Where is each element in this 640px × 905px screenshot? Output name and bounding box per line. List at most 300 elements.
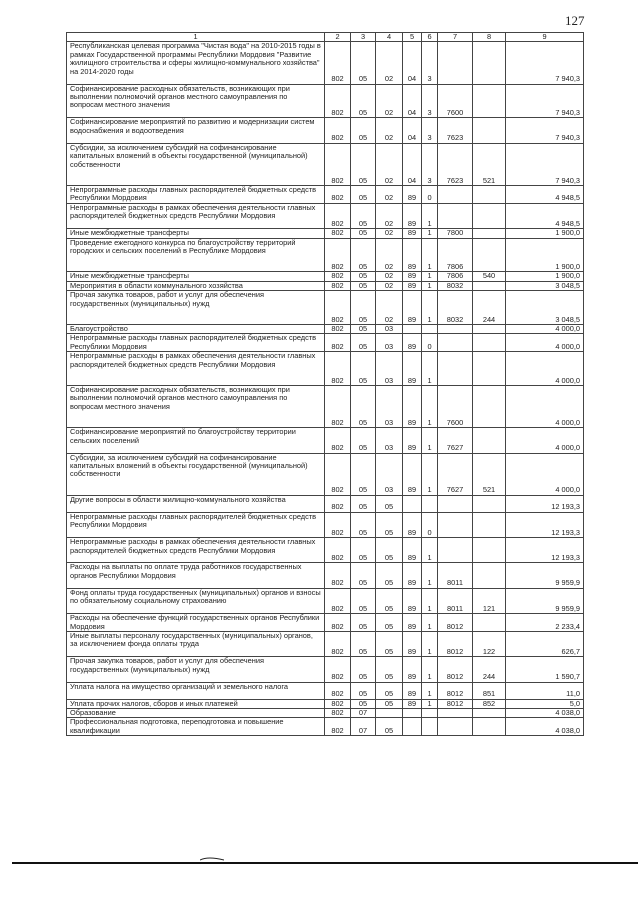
row-description: Софинансирование мероприятий по развитию и модернизации систем водоснабжения и водоотведения <box>67 118 325 143</box>
table-row <box>67 291 584 325</box>
row-code-col-2: 802 <box>325 588 351 613</box>
table-row <box>67 657 584 682</box>
row-code-col-3: 05 <box>351 325 376 334</box>
row-code-col-2: 802 <box>325 143 351 185</box>
row-code-col-4 <box>376 708 403 717</box>
row-code-col-9: 626,7 <box>506 631 584 656</box>
row-code-col-9: 1 900,0 <box>506 272 584 281</box>
row-code-col-5: 89 <box>403 453 422 495</box>
table-row <box>67 281 584 290</box>
table-row <box>67 682 584 699</box>
page-bottom-rule <box>12 862 638 864</box>
row-description: Фонд оплаты труда государственных (муниципальных) органов и взносы по обязательному социальному страхованию <box>67 588 325 613</box>
column-header-3: 3 <box>351 33 376 42</box>
row-code-col-7 <box>438 495 473 512</box>
row-code-col-6: 0 <box>422 334 438 352</box>
row-code-col-8 <box>473 428 506 453</box>
row-code-col-9: 9 959,9 <box>506 563 584 588</box>
row-code-col-5: 89 <box>403 386 422 428</box>
row-code-col-5: 89 <box>403 657 422 682</box>
row-code-col-7 <box>438 538 473 563</box>
table-row <box>67 699 584 708</box>
row-description: Непрограммные расходы главных распорядителей бюджетных средств Республики Мордовия <box>67 186 325 204</box>
row-code-col-7: 8012 <box>438 614 473 632</box>
row-code-col-5: 89 <box>403 631 422 656</box>
row-code-col-2: 802 <box>325 718 351 736</box>
row-code-col-3: 05 <box>351 84 376 118</box>
row-code-col-3: 07 <box>351 708 376 717</box>
row-code-col-9: 12 193,3 <box>506 495 584 512</box>
row-code-col-6 <box>422 708 438 717</box>
row-code-col-8: 244 <box>473 291 506 325</box>
row-code-col-3: 05 <box>351 118 376 143</box>
row-description: Непрограммные расходы в рамках обеспечения деятельности главных распорядителей бюджетных средств Республики Мордовия <box>67 538 325 563</box>
row-code-col-4: 05 <box>376 588 403 613</box>
row-code-col-8 <box>473 186 506 204</box>
row-code-col-2: 802 <box>325 495 351 512</box>
row-code-col-8 <box>473 352 506 386</box>
row-code-col-5: 89 <box>403 186 422 204</box>
row-code-col-7: 8012 <box>438 657 473 682</box>
row-code-col-6: 1 <box>422 614 438 632</box>
row-code-col-2: 802 <box>325 325 351 334</box>
table-row <box>67 325 584 334</box>
row-description: Проведение ежегодного конкурса по благоустройству территорий городских и сельских поселений в Республике Мордовия <box>67 238 325 272</box>
table-row <box>67 631 584 656</box>
row-code-col-4: 03 <box>376 352 403 386</box>
row-code-col-9: 2 233,4 <box>506 614 584 632</box>
row-code-col-4: 02 <box>376 143 403 185</box>
row-code-col-8 <box>473 538 506 563</box>
row-code-col-7 <box>438 512 473 537</box>
row-description: Расходы на обеспечение функций государственных органов Республики Мордовия <box>67 614 325 632</box>
table-body <box>67 42 584 736</box>
row-code-col-4: 02 <box>376 118 403 143</box>
row-code-col-7 <box>438 352 473 386</box>
row-code-col-2: 802 <box>325 229 351 238</box>
row-description: Непрограммные расходы в рамках обеспечения деятельности главных распорядителей бюджетных средств Республики Мордовия <box>67 352 325 386</box>
row-code-col-6: 1 <box>422 563 438 588</box>
row-code-col-2: 802 <box>325 538 351 563</box>
row-code-col-9: 12 193,3 <box>506 538 584 563</box>
row-code-col-8 <box>473 708 506 717</box>
column-header-5: 5 <box>403 33 422 42</box>
row-code-col-4: 03 <box>376 453 403 495</box>
row-code-col-2: 802 <box>325 682 351 699</box>
row-code-col-9: 4 000,0 <box>506 386 584 428</box>
row-description: Республиканская целевая программа "Чистая вода" на 2010-2015 годы в рамках Государственной программы Республики Мордовия "Развитие жилищного строительства и сферы жилищно-коммунального хозяйства" на 2014-2020 годы <box>67 42 325 84</box>
column-header-4: 4 <box>376 33 403 42</box>
row-code-col-9: 11,0 <box>506 682 584 699</box>
row-description: Софинансирование расходных обязательств, возникающих при выполнении полномочий органов местного самоуправления по вопросам местного значения <box>67 386 325 428</box>
row-code-col-6 <box>422 325 438 334</box>
row-code-col-5 <box>403 718 422 736</box>
row-description: Прочая закупка товаров, работ и услуг для обеспечения государственных (муниципальных) нужд <box>67 657 325 682</box>
row-code-col-9: 4 038,0 <box>506 708 584 717</box>
row-code-col-7: 8012 <box>438 631 473 656</box>
column-header-1: 1 <box>67 33 325 42</box>
row-code-col-8 <box>473 118 506 143</box>
row-code-col-5: 89 <box>403 588 422 613</box>
row-code-col-2: 802 <box>325 631 351 656</box>
row-code-col-7: 7806 <box>438 238 473 272</box>
row-code-col-2: 802 <box>325 118 351 143</box>
row-code-col-3: 05 <box>351 42 376 84</box>
row-code-col-2: 802 <box>325 203 351 228</box>
table-row <box>67 614 584 632</box>
row-code-col-7: 8012 <box>438 682 473 699</box>
row-code-col-6: 1 <box>422 272 438 281</box>
row-code-col-3: 07 <box>351 718 376 736</box>
table-row <box>67 352 584 386</box>
row-code-col-8 <box>473 334 506 352</box>
row-code-col-8 <box>473 386 506 428</box>
row-code-col-6: 1 <box>422 588 438 613</box>
column-header-6: 6 <box>422 33 438 42</box>
row-code-col-6: 3 <box>422 143 438 185</box>
table-row <box>67 238 584 272</box>
row-code-col-6: 1 <box>422 699 438 708</box>
row-code-col-6: 1 <box>422 238 438 272</box>
row-code-col-3: 05 <box>351 143 376 185</box>
row-code-col-8 <box>473 203 506 228</box>
row-code-col-5: 89 <box>403 614 422 632</box>
table-row <box>67 203 584 228</box>
row-code-col-9: 1 900,0 <box>506 229 584 238</box>
row-description: Образование <box>67 708 325 717</box>
row-code-col-5: 89 <box>403 512 422 537</box>
row-description: Профессиональная подготовка, переподготовка и повышение квалификации <box>67 718 325 736</box>
row-code-col-7 <box>438 718 473 736</box>
row-code-col-2: 802 <box>325 657 351 682</box>
row-code-col-4: 05 <box>376 657 403 682</box>
row-code-col-4: 02 <box>376 42 403 84</box>
row-code-col-3: 05 <box>351 229 376 238</box>
row-code-col-4: 05 <box>376 495 403 512</box>
row-code-col-7 <box>438 334 473 352</box>
row-code-col-6: 1 <box>422 229 438 238</box>
row-code-col-4: 03 <box>376 325 403 334</box>
budget-table <box>66 32 584 736</box>
row-code-col-5: 89 <box>403 281 422 290</box>
row-code-col-7: 8032 <box>438 291 473 325</box>
row-description: Иные межбюджетные трансферты <box>67 272 325 281</box>
row-code-col-4: 03 <box>376 428 403 453</box>
row-code-col-9: 4 038,0 <box>506 718 584 736</box>
table-row <box>67 563 584 588</box>
row-code-col-7 <box>438 186 473 204</box>
table-row <box>67 718 584 736</box>
row-code-col-8 <box>473 325 506 334</box>
row-code-col-3: 05 <box>351 352 376 386</box>
row-code-col-2: 802 <box>325 291 351 325</box>
row-code-col-9: 4 948,5 <box>506 203 584 228</box>
column-header-8: 8 <box>473 33 506 42</box>
row-code-col-4: 02 <box>376 291 403 325</box>
row-code-col-9: 5,0 <box>506 699 584 708</box>
row-code-col-2: 802 <box>325 42 351 84</box>
row-code-col-8 <box>473 84 506 118</box>
row-code-col-6: 1 <box>422 453 438 495</box>
table-row <box>67 186 584 204</box>
row-code-col-7: 8011 <box>438 563 473 588</box>
row-code-col-7: 7627 <box>438 453 473 495</box>
row-code-col-7: 7800 <box>438 229 473 238</box>
table-row <box>67 495 584 512</box>
row-code-col-3: 05 <box>351 186 376 204</box>
row-description: Иные межбюджетные трансферты <box>67 229 325 238</box>
row-code-col-2: 802 <box>325 352 351 386</box>
table-row <box>67 538 584 563</box>
row-code-col-2: 802 <box>325 453 351 495</box>
row-code-col-6: 0 <box>422 186 438 204</box>
column-header-9: 9 <box>506 33 584 42</box>
row-code-col-6: 3 <box>422 42 438 84</box>
row-code-col-6: 0 <box>422 512 438 537</box>
row-code-col-9: 9 959,9 <box>506 588 584 613</box>
row-code-col-6: 1 <box>422 203 438 228</box>
row-code-col-6: 1 <box>422 538 438 563</box>
table-row <box>67 118 584 143</box>
row-code-col-2: 802 <box>325 699 351 708</box>
row-code-col-8: 122 <box>473 631 506 656</box>
row-code-col-3: 05 <box>351 614 376 632</box>
row-code-col-6: 1 <box>422 657 438 682</box>
table-row <box>67 588 584 613</box>
row-code-col-6: 1 <box>422 291 438 325</box>
row-code-col-4: 05 <box>376 614 403 632</box>
row-code-col-9: 7 940,3 <box>506 84 584 118</box>
row-code-col-6: 1 <box>422 352 438 386</box>
row-description: Благоустройство <box>67 325 325 334</box>
row-code-col-4: 05 <box>376 682 403 699</box>
row-code-col-4: 05 <box>376 512 403 537</box>
row-code-col-7: 7600 <box>438 386 473 428</box>
row-description: Уплата налога на имущество организаций и земельного налога <box>67 682 325 699</box>
row-code-col-2: 802 <box>325 708 351 717</box>
table-row <box>67 386 584 428</box>
row-code-col-7: 8011 <box>438 588 473 613</box>
row-code-col-9: 3 048,5 <box>506 291 584 325</box>
row-code-col-4: 02 <box>376 203 403 228</box>
row-code-col-4: 02 <box>376 272 403 281</box>
row-description: Непрограммные расходы главных распорядителей бюджетных средств Республики Мордовия <box>67 334 325 352</box>
row-code-col-3: 05 <box>351 453 376 495</box>
row-code-col-2: 802 <box>325 238 351 272</box>
row-code-col-6 <box>422 718 438 736</box>
row-code-col-7 <box>438 325 473 334</box>
row-code-col-8 <box>473 238 506 272</box>
row-code-col-3: 05 <box>351 272 376 281</box>
row-code-col-2: 802 <box>325 563 351 588</box>
row-code-col-8: 121 <box>473 588 506 613</box>
table-row <box>67 512 584 537</box>
row-description: Прочая закупка товаров, работ и услуг для обеспечения государственных (муниципальных) нужд <box>67 291 325 325</box>
row-code-col-8: 852 <box>473 699 506 708</box>
row-code-col-9: 7 940,3 <box>506 143 584 185</box>
row-code-col-8 <box>473 495 506 512</box>
row-code-col-4: 02 <box>376 84 403 118</box>
row-code-col-6 <box>422 495 438 512</box>
row-code-col-2: 802 <box>325 186 351 204</box>
row-description: Иные выплаты персоналу государственных (муниципальных) органов, за исключением фонда оплаты труда <box>67 631 325 656</box>
row-description: Уплата прочих налогов, сборов и иных платежей <box>67 699 325 708</box>
row-code-col-5 <box>403 495 422 512</box>
row-code-col-3: 05 <box>351 538 376 563</box>
row-code-col-4: 05 <box>376 718 403 736</box>
row-code-col-4: 05 <box>376 563 403 588</box>
row-code-col-9: 12 193,3 <box>506 512 584 537</box>
row-description: Субсидии, за исключением субсидий на софинансирование капитальных вложений в объекты государственной (муниципальной) собственности <box>67 453 325 495</box>
table-row <box>67 143 584 185</box>
table-row <box>67 272 584 281</box>
row-description: Мероприятия в области коммунального хозяйства <box>67 281 325 290</box>
row-code-col-6: 1 <box>422 386 438 428</box>
row-code-col-9: 4 000,0 <box>506 352 584 386</box>
row-code-col-4: 05 <box>376 699 403 708</box>
row-code-col-9: 4 000,0 <box>506 453 584 495</box>
row-code-col-8 <box>473 512 506 537</box>
row-code-col-8: 244 <box>473 657 506 682</box>
row-code-col-5: 89 <box>403 563 422 588</box>
row-code-col-7: 7623 <box>438 118 473 143</box>
row-code-col-7: 7627 <box>438 428 473 453</box>
table-row <box>67 42 584 84</box>
row-code-col-5: 04 <box>403 143 422 185</box>
table-row <box>67 428 584 453</box>
row-code-col-8: 521 <box>473 453 506 495</box>
row-code-col-5: 89 <box>403 699 422 708</box>
row-code-col-3: 05 <box>351 495 376 512</box>
row-code-col-5: 04 <box>403 84 422 118</box>
row-code-col-3: 05 <box>351 386 376 428</box>
row-code-col-3: 05 <box>351 281 376 290</box>
row-code-col-9: 3 048,5 <box>506 281 584 290</box>
row-code-col-5: 89 <box>403 334 422 352</box>
row-description: Другие вопросы в области жилищно-коммунального хозяйства <box>67 495 325 512</box>
row-code-col-3: 05 <box>351 699 376 708</box>
row-code-col-9: 1 590,7 <box>506 657 584 682</box>
row-code-col-7 <box>438 42 473 84</box>
row-code-col-9: 7 940,3 <box>506 42 584 84</box>
row-code-col-2: 802 <box>325 334 351 352</box>
row-code-col-5: 89 <box>403 291 422 325</box>
row-code-col-2: 802 <box>325 84 351 118</box>
row-code-col-3: 05 <box>351 563 376 588</box>
row-code-col-8 <box>473 42 506 84</box>
row-code-col-4: 03 <box>376 334 403 352</box>
row-code-col-4: 05 <box>376 538 403 563</box>
row-code-col-8 <box>473 229 506 238</box>
row-code-col-4: 02 <box>376 229 403 238</box>
row-code-col-3: 05 <box>351 334 376 352</box>
row-code-col-5: 04 <box>403 118 422 143</box>
row-code-col-5: 89 <box>403 352 422 386</box>
row-description: Софинансирование мероприятий по благоустройству территории сельских поселений <box>67 428 325 453</box>
column-header-2: 2 <box>325 33 351 42</box>
row-code-col-9: 1 900,0 <box>506 238 584 272</box>
row-code-col-4: 05 <box>376 631 403 656</box>
row-code-col-9: 4 000,0 <box>506 428 584 453</box>
row-code-col-9: 4 000,0 <box>506 334 584 352</box>
row-code-col-7: 8032 <box>438 281 473 290</box>
row-code-col-4: 02 <box>376 281 403 290</box>
row-code-col-5: 89 <box>403 682 422 699</box>
row-code-col-5: 89 <box>403 538 422 563</box>
row-code-col-4: 02 <box>376 238 403 272</box>
row-code-col-7: 7600 <box>438 84 473 118</box>
row-code-col-7 <box>438 708 473 717</box>
row-code-col-5: 89 <box>403 238 422 272</box>
row-description: Субсидии, за исключением субсидий на софинансирование капитальных вложений в объекты государственной (муниципальной) собственности <box>67 143 325 185</box>
row-code-col-3: 05 <box>351 588 376 613</box>
row-code-col-5: 89 <box>403 272 422 281</box>
table-row <box>67 229 584 238</box>
table-row <box>67 708 584 717</box>
row-description: Софинансирование расходных обязательств, возникающих при выполнении полномочий органов местного самоуправления по вопросам местного значения <box>67 84 325 118</box>
row-code-col-9: 4 948,5 <box>506 186 584 204</box>
row-code-col-8: 540 <box>473 272 506 281</box>
row-code-col-2: 802 <box>325 272 351 281</box>
row-code-col-5 <box>403 708 422 717</box>
row-code-col-8 <box>473 614 506 632</box>
row-code-col-4: 02 <box>376 186 403 204</box>
row-code-col-7 <box>438 203 473 228</box>
row-code-col-7: 7806 <box>438 272 473 281</box>
row-description: Непрограммные расходы в рамках обеспечения деятельности главных распорядителей бюджетных средств Республики Мордовия <box>67 203 325 228</box>
row-description: Расходы на выплаты по оплате труда работников государственных органов Республики Мордовия <box>67 563 325 588</box>
row-code-col-6: 3 <box>422 84 438 118</box>
row-code-col-2: 802 <box>325 428 351 453</box>
table-row <box>67 334 584 352</box>
table-row <box>67 84 584 118</box>
row-code-col-2: 802 <box>325 281 351 290</box>
row-code-col-9: 7 940,3 <box>506 118 584 143</box>
row-code-col-6: 1 <box>422 682 438 699</box>
row-code-col-2: 802 <box>325 614 351 632</box>
row-code-col-7: 8012 <box>438 699 473 708</box>
row-code-col-3: 05 <box>351 631 376 656</box>
row-code-col-3: 05 <box>351 291 376 325</box>
row-code-col-6: 1 <box>422 281 438 290</box>
scan-mark <box>200 856 224 861</box>
row-code-col-6: 3 <box>422 118 438 143</box>
row-description: Непрограммные расходы главных распорядителей бюджетных средств Республики Мордовия <box>67 512 325 537</box>
row-code-col-8: 851 <box>473 682 506 699</box>
row-code-col-2: 802 <box>325 386 351 428</box>
page-number: 127 <box>565 13 585 28</box>
row-code-col-4: 03 <box>376 386 403 428</box>
row-code-col-6: 1 <box>422 428 438 453</box>
row-code-col-8: 521 <box>473 143 506 185</box>
table-header-row <box>67 33 584 42</box>
row-code-col-3: 05 <box>351 203 376 228</box>
row-code-col-5: 89 <box>403 229 422 238</box>
row-code-col-5: 89 <box>403 428 422 453</box>
column-header-7: 7 <box>438 33 473 42</box>
row-code-col-2: 802 <box>325 512 351 537</box>
row-code-col-3: 05 <box>351 512 376 537</box>
row-code-col-5: 89 <box>403 203 422 228</box>
row-code-col-3: 05 <box>351 682 376 699</box>
row-code-col-3: 05 <box>351 657 376 682</box>
row-code-col-9: 4 000,0 <box>506 325 584 334</box>
row-code-col-3: 05 <box>351 428 376 453</box>
row-code-col-3: 05 <box>351 238 376 272</box>
row-code-col-5: 04 <box>403 42 422 84</box>
row-code-col-6: 1 <box>422 631 438 656</box>
row-code-col-8 <box>473 281 506 290</box>
